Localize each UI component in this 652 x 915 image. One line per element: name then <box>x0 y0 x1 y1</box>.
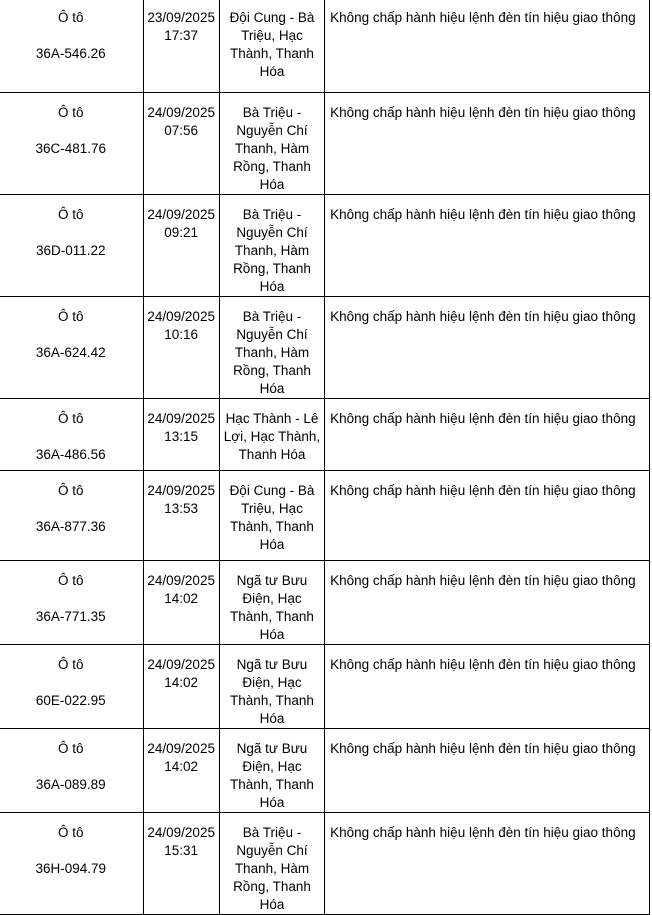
location-cell <box>219 93 324 195</box>
license-plate: 36A-089.89 <box>35 777 106 792</box>
violation-date: 24/09/2025 <box>147 825 215 840</box>
table-row <box>0 297 650 399</box>
datetime-cell <box>143 0 219 93</box>
license-plate: 60E-022.95 <box>35 693 106 708</box>
violation-time: 10:16 <box>164 327 199 342</box>
vehicle-type: Ô tô <box>58 741 84 756</box>
datetime-cell <box>143 195 219 297</box>
location-cell <box>219 645 324 729</box>
license-plate: 36H-094.79 <box>35 861 107 876</box>
location-cell <box>219 471 324 561</box>
violation-location: Đội Cung - Bà Triệu, Hạc Thành, Thanh Hóa <box>229 10 315 79</box>
datetime-cell <box>143 561 219 645</box>
violation-time: 13:15 <box>164 429 199 444</box>
violation-time: 17:37 <box>164 28 199 43</box>
violation-description: Không chấp hành hiệu lệnh đèn tín hiệu giao thông <box>330 207 636 222</box>
license-plate: 36A-877.36 <box>35 519 106 534</box>
vehicle-type: Ô tô <box>58 483 84 498</box>
violation-time: 07:56 <box>164 123 199 138</box>
table-row <box>0 399 650 471</box>
violation-location: Ngã tư Bưu Điện, Hạc Thành, Thanh Hóa <box>230 657 314 726</box>
violation-location: Bà Triệu - Nguyễn Chí Thanh, Hàm Rồng, Thanh Hóa <box>233 309 311 396</box>
vehicle-type: Ô tô <box>58 573 84 588</box>
license-plate: 36A-624.42 <box>35 345 106 360</box>
violation-date: 24/09/2025 <box>147 207 215 222</box>
violation-date: 24/09/2025 <box>147 309 215 324</box>
location-cell <box>219 813 324 915</box>
violation-cell <box>325 0 650 93</box>
vehicle-cell <box>0 813 143 915</box>
datetime-cell <box>143 813 219 915</box>
vehicle-type: Ô tô <box>58 207 84 222</box>
violation-description: Không chấp hành hiệu lệnh đèn tín hiệu giao thông <box>330 105 636 120</box>
violation-cell <box>325 729 650 813</box>
datetime-cell <box>143 297 219 399</box>
vehicle-cell <box>0 729 143 813</box>
violation-location: Đội Cung - Bà Triệu, Hạc Thành, Thanh Hóa <box>229 483 315 552</box>
violation-description: Không chấp hành hiệu lệnh đèn tín hiệu giao thông <box>330 825 636 840</box>
violation-cell <box>325 399 650 471</box>
table-row <box>0 729 650 813</box>
location-cell <box>219 561 324 645</box>
violation-date: 23/09/2025 <box>147 10 215 25</box>
violation-date: 24/09/2025 <box>147 573 215 588</box>
vehicle-cell <box>0 561 143 645</box>
violation-description: Không chấp hành hiệu lệnh đèn tín hiệu giao thông <box>330 657 636 672</box>
vehicle-type: Ô tô <box>58 657 84 672</box>
vehicle-cell <box>0 93 143 195</box>
location-cell <box>219 195 324 297</box>
vehicle-cell <box>0 297 143 399</box>
vehicle-cell <box>0 195 143 297</box>
violation-time: 15:31 <box>164 843 199 858</box>
violation-time: 09:21 <box>164 225 199 240</box>
datetime-cell <box>143 399 219 471</box>
violation-date: 24/09/2025 <box>147 411 215 426</box>
vehicle-cell <box>0 0 143 93</box>
violation-date: 24/09/2025 <box>147 105 215 120</box>
table-row <box>0 645 650 729</box>
vehicle-type: Ô tô <box>58 309 84 324</box>
vehicle-cell <box>0 471 143 561</box>
table-row <box>0 0 650 93</box>
vehicle-type: Ô tô <box>58 10 84 25</box>
license-plate: 36A-771.35 <box>35 609 106 624</box>
datetime-cell <box>143 471 219 561</box>
table-row <box>0 561 650 645</box>
violation-location: Bà Triệu - Nguyễn Chí Thanh, Hàm Rồng, Thanh Hóa <box>233 825 311 912</box>
violation-time: 14:02 <box>164 759 199 774</box>
table-row <box>0 813 650 915</box>
vehicle-cell <box>0 645 143 729</box>
vehicle-cell <box>0 399 143 471</box>
violation-description: Không chấp hành hiệu lệnh đèn tín hiệu giao thông <box>330 10 636 25</box>
location-cell <box>219 0 324 93</box>
violation-description: Không chấp hành hiệu lệnh đèn tín hiệu giao thông <box>330 741 636 756</box>
violation-cell <box>325 645 650 729</box>
license-plate: 36A-486.56 <box>35 447 106 462</box>
violation-location: Bà Triệu - Nguyễn Chí Thanh, Hàm Rồng, Thanh Hóa <box>233 105 311 192</box>
violation-description: Không chấp hành hiệu lệnh đèn tín hiệu giao thông <box>330 309 636 324</box>
violation-description: Không chấp hành hiệu lệnh đèn tín hiệu giao thông <box>330 411 636 426</box>
violation-time: 14:02 <box>164 675 199 690</box>
violation-cell <box>325 561 650 645</box>
violation-cell <box>325 297 650 399</box>
table-row <box>0 93 650 195</box>
violation-date: 24/09/2025 <box>147 741 215 756</box>
violation-time: 14:02 <box>164 591 199 606</box>
violation-cell <box>325 471 650 561</box>
datetime-cell <box>143 729 219 813</box>
violation-cell <box>325 813 650 915</box>
violation-location: Bà Triệu - Nguyễn Chí Thanh, Hàm Rồng, Thanh Hóa <box>233 207 311 294</box>
table-row <box>0 195 650 297</box>
violation-location: Hạc Thành - Lê Lợi, Hạc Thành, Thanh Hóa <box>223 411 321 462</box>
violation-description: Không chấp hành hiệu lệnh đèn tín hiệu giao thông <box>330 573 636 588</box>
vehicle-type: Ô tô <box>58 411 84 426</box>
license-plate: 36C-481.76 <box>35 141 107 156</box>
vehicle-type: Ô tô <box>58 825 84 840</box>
violation-date: 24/09/2025 <box>147 483 215 498</box>
violation-date: 24/09/2025 <box>147 657 215 672</box>
location-cell <box>219 297 324 399</box>
location-cell <box>219 399 324 471</box>
violation-location: Ngã tư Bưu Điện, Hạc Thành, Thanh Hóa <box>230 573 314 642</box>
vehicle-type: Ô tô <box>58 105 84 120</box>
violation-cell <box>325 93 650 195</box>
datetime-cell <box>143 93 219 195</box>
violation-location: Ngã tư Bưu Điện, Hạc Thành, Thanh Hóa <box>230 741 314 810</box>
datetime-cell <box>143 645 219 729</box>
violation-time: 13:53 <box>164 501 199 516</box>
location-cell <box>219 729 324 813</box>
table-row <box>0 471 650 561</box>
violation-description: Không chấp hành hiệu lệnh đèn tín hiệu giao thông <box>330 483 636 498</box>
violation-cell <box>325 195 650 297</box>
license-plate: 36D-011.22 <box>35 243 106 258</box>
license-plate: 36A-546.26 <box>35 46 106 61</box>
